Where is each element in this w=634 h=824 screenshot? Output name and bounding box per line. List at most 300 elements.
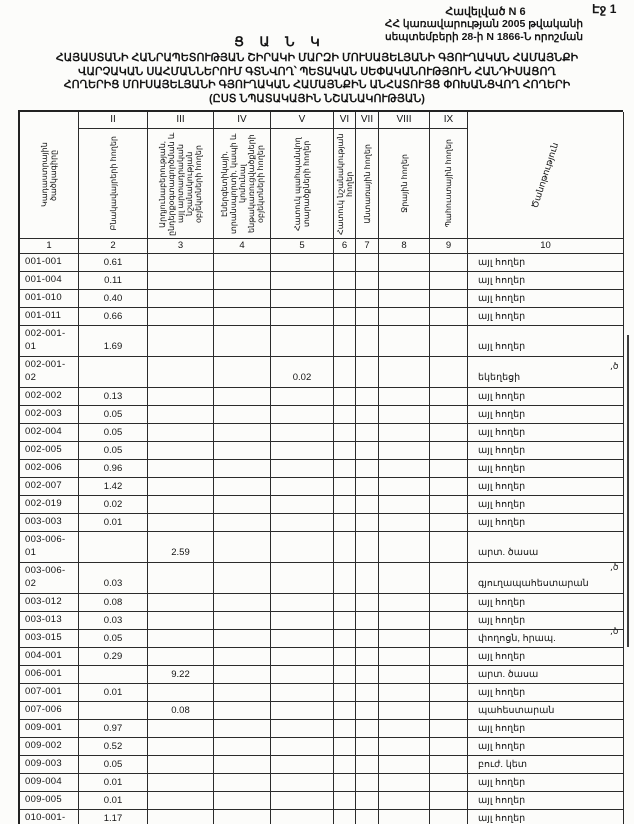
value-cell-col3 — [148, 326, 214, 357]
value-cell-col7 — [356, 702, 379, 720]
value-cell-col2: 0.29 — [79, 648, 148, 666]
handwritten-mark: ,ծ — [610, 627, 619, 637]
value-cell-col3 — [148, 756, 214, 774]
value-cell-col2: 0.05 — [79, 442, 148, 460]
note-cell: փողոցն, հրապ. — [468, 630, 624, 648]
value-cell-col5 — [271, 810, 334, 824]
value-cell-col2: 0.01 — [79, 792, 148, 810]
cadastral-code-cell: 004-001 — [20, 648, 79, 666]
document-title — [4, 52, 630, 106]
cadastral-code-cell: 003-006- 01 — [20, 532, 79, 563]
cadastral-code-cell: 002-003 — [20, 406, 79, 424]
note-cell: այլ հողեր — [468, 684, 624, 702]
header-label-wrap — [271, 129, 333, 238]
cadastral-code-cell: 009-001 — [20, 720, 79, 738]
column-number-4: 4 — [214, 239, 271, 254]
value-cell-col4 — [214, 702, 271, 720]
column-number-8: 8 — [379, 239, 430, 254]
note-cell: արտ. ծասա — [468, 532, 624, 563]
value-cell-col8 — [379, 326, 430, 357]
value-cell-col7 — [356, 563, 379, 594]
cadastral-code-cell: 002-001- 02 — [20, 357, 79, 388]
value-cell-col6 — [334, 563, 356, 594]
page-number-label: Էջ 1 — [592, 2, 617, 16]
value-cell-col8 — [379, 406, 430, 424]
value-cell-col7 — [356, 442, 379, 460]
list-heading: Ց Ա Ն Կ — [234, 34, 326, 49]
cadastral-code-cell: 009-005 — [20, 792, 79, 810]
column-header-10 — [468, 112, 624, 239]
column-number-9: 9 — [430, 239, 468, 254]
note-cell: այլ հողեր — [468, 792, 624, 810]
cadastral-code-cell: 002-002 — [20, 388, 79, 406]
value-cell-col7 — [356, 406, 379, 424]
cadastral-code-cell: 006-001 — [20, 666, 79, 684]
handwritten-mark: ,ծ — [610, 563, 619, 573]
value-cell-col4 — [214, 563, 271, 594]
value-cell-col9 — [430, 424, 468, 442]
cadastral-code-cell: 002-007 — [20, 478, 79, 496]
note-cell: այլ հողեր — [468, 290, 624, 308]
column-header-label: Անտառային հողեր — [362, 143, 372, 224]
value-cell-col4 — [214, 594, 271, 612]
value-cell-col2: 0.40 — [79, 290, 148, 308]
scan-edge-artifact — [627, 335, 629, 647]
value-cell-col8 — [379, 424, 430, 442]
code-wrap-line: 01 — [25, 547, 37, 558]
value-cell-col9 — [430, 290, 468, 308]
table-row — [20, 272, 623, 290]
value-cell-col3 — [148, 442, 214, 460]
value-cell-col6 — [334, 326, 356, 357]
value-cell-col5 — [271, 424, 334, 442]
value-cell-col2: 0.97 — [79, 720, 148, 738]
value-cell-col3 — [148, 357, 214, 388]
cadastral-code-cell: 009-003 — [20, 756, 79, 774]
value-cell-col6 — [334, 442, 356, 460]
note-cell: այլ հողեր — [468, 496, 624, 514]
handwritten-mark: ,ծ — [610, 362, 619, 372]
table-row — [20, 290, 623, 308]
cadastral-code-cell: 003-013 — [20, 612, 79, 630]
value-cell-col7 — [356, 666, 379, 684]
value-cell-col2: 0.11 — [79, 272, 148, 290]
table-row — [20, 326, 623, 357]
value-cell-col9 — [430, 563, 468, 594]
value-cell-col2: 0.08 — [79, 594, 148, 612]
value-cell-col6 — [334, 272, 356, 290]
table-body — [20, 254, 623, 824]
value-cell-col9 — [430, 810, 468, 824]
value-cell-col8 — [379, 648, 430, 666]
value-cell-col5 — [271, 326, 334, 357]
value-cell-col9 — [430, 496, 468, 514]
note-cell: այլ հողեր — [468, 388, 624, 406]
value-cell-col8 — [379, 532, 430, 563]
note-cell: այլ հողեր — [468, 326, 624, 357]
value-cell-col4 — [214, 738, 271, 756]
value-cell-col7 — [356, 254, 379, 272]
table-row — [20, 666, 623, 684]
decree-line-2: սեպտեմբերի 28-ի N 1866-Ն որոշման — [384, 30, 584, 43]
value-cell-col9 — [430, 406, 468, 424]
table-row — [20, 648, 623, 666]
value-cell-col5 — [271, 406, 334, 424]
value-cell-col9 — [430, 478, 468, 496]
note-cell: այլ հողեր — [468, 810, 624, 824]
value-cell-col3 — [148, 774, 214, 792]
value-cell-col5 — [271, 756, 334, 774]
roman-numeral-label: VI — [334, 112, 355, 129]
value-cell-col6 — [334, 388, 356, 406]
value-cell-col4 — [214, 290, 271, 308]
value-cell-col2: 1.42 — [79, 478, 148, 496]
value-cell-col3: 9.22 — [148, 666, 214, 684]
value-cell-col2 — [79, 702, 148, 720]
value-cell-col9 — [430, 684, 468, 702]
value-cell-col9 — [430, 357, 468, 388]
note-cell: այլ հողեր — [468, 406, 624, 424]
value-cell-col2: 0.05 — [79, 756, 148, 774]
value-cell-col4 — [214, 272, 271, 290]
column-header-8 — [379, 112, 430, 239]
value-cell-col3 — [148, 388, 214, 406]
value-cell-col6 — [334, 792, 356, 810]
table-header-row — [20, 112, 623, 239]
value-cell-col6 — [334, 720, 356, 738]
appendix-label: Հավելված N 6 — [445, 6, 526, 18]
value-cell-col3 — [148, 290, 214, 308]
value-cell-col8 — [379, 442, 430, 460]
table-row — [20, 254, 623, 272]
value-cell-col2: 0.96 — [79, 460, 148, 478]
column-header-label: Ջրային հողեր — [399, 154, 409, 213]
value-cell-col3 — [148, 272, 214, 290]
value-cell-col4 — [214, 666, 271, 684]
value-cell-col5 — [271, 272, 334, 290]
value-cell-col9 — [430, 532, 468, 563]
column-header-9 — [430, 112, 468, 239]
value-cell-col8 — [379, 792, 430, 810]
decree-line-1: ՀՀ կառավարության 2005 թվականի — [384, 18, 584, 30]
value-cell-col7 — [356, 720, 379, 738]
value-cell-col7 — [356, 792, 379, 810]
value-cell-col5 — [271, 532, 334, 563]
value-cell-col7 — [356, 648, 379, 666]
value-cell-col7 — [356, 460, 379, 478]
cadastral-code-cell: 002-005 — [20, 442, 79, 460]
value-cell-col4 — [214, 630, 271, 648]
note-cell: այլ հողեր — [468, 272, 624, 290]
value-cell-col5 — [271, 254, 334, 272]
cadastral-code-cell: 009-002 — [20, 738, 79, 756]
table-row — [20, 308, 623, 326]
value-cell-col5 — [271, 630, 334, 648]
value-cell-col3 — [148, 630, 214, 648]
note-cell: պահեստարան — [468, 702, 624, 720]
header-label-wrap — [356, 129, 378, 238]
value-cell-col8 — [379, 720, 430, 738]
column-header-3 — [148, 112, 214, 239]
value-cell-col2 — [79, 666, 148, 684]
column-header-5 — [271, 112, 334, 239]
note-cell: այլ հողեր — [468, 774, 624, 792]
value-cell-col4 — [214, 478, 271, 496]
column-header-label: Հատուկ պահպանվող տարածքների հողեր — [293, 136, 311, 231]
column-header-label: Հատուկ նշանակության հողեր — [335, 132, 354, 235]
table-row — [20, 442, 623, 460]
note-cell: այլ հողեր — [468, 424, 624, 442]
value-cell-col8 — [379, 308, 430, 326]
value-cell-col5 — [271, 594, 334, 612]
cadastral-code-cell: 003-003 — [20, 514, 79, 532]
note-cell: այլ հողեր — [468, 738, 624, 756]
column-header-label: Բնակավայրերի հողեր — [108, 136, 118, 231]
table-row — [20, 514, 623, 532]
value-cell-col8 — [379, 612, 430, 630]
value-cell-col6 — [334, 308, 356, 326]
value-cell-col8 — [379, 756, 430, 774]
value-cell-col5 — [271, 563, 334, 594]
table-row — [20, 496, 623, 514]
value-cell-col9 — [430, 272, 468, 290]
roman-numeral-label: VIII — [379, 112, 429, 129]
value-cell-col6 — [334, 630, 356, 648]
header-label-wrap — [430, 129, 467, 238]
land-transfer-table — [18, 110, 623, 824]
cadastral-code-cell: 001-004 — [20, 272, 79, 290]
value-cell-col2: 0.52 — [79, 738, 148, 756]
value-cell-col4 — [214, 254, 271, 272]
roman-numeral-label: VII — [356, 112, 378, 129]
value-cell-col2: 0.61 — [79, 254, 148, 272]
column-number-7: 7 — [356, 239, 379, 254]
value-cell-col4 — [214, 720, 271, 738]
value-cell-col7 — [356, 514, 379, 532]
note-cell: այլ հողեր — [468, 648, 624, 666]
value-cell-col9 — [430, 594, 468, 612]
value-cell-col5 — [271, 442, 334, 460]
value-cell-col4 — [214, 514, 271, 532]
value-cell-col4 — [214, 774, 271, 792]
note-cell: բուժ. կետ — [468, 756, 624, 774]
value-cell-col7 — [356, 388, 379, 406]
value-cell-col4 — [214, 442, 271, 460]
value-cell-col9 — [430, 308, 468, 326]
value-cell-col4 — [214, 424, 271, 442]
column-number-2: 2 — [79, 239, 148, 254]
column-numbers-row — [20, 239, 623, 254]
value-cell-col9 — [430, 666, 468, 684]
value-cell-col9 — [430, 254, 468, 272]
value-cell-col7 — [356, 478, 379, 496]
value-cell-col8 — [379, 810, 430, 824]
cadastral-code-cell: 007-001 — [20, 684, 79, 702]
cadastral-code-cell: 010-001- — [20, 810, 79, 824]
table-row — [20, 406, 623, 424]
value-cell-col5 — [271, 774, 334, 792]
table-row — [20, 810, 623, 824]
value-cell-col8 — [379, 460, 430, 478]
cadastral-code-cell: 003-015 — [20, 630, 79, 648]
value-cell-col4 — [214, 496, 271, 514]
value-cell-col8 — [379, 357, 430, 388]
value-cell-col8 — [379, 666, 430, 684]
value-cell-col4 — [214, 460, 271, 478]
roman-numeral-label: IV — [214, 112, 270, 129]
code-wrap-line: 02 — [25, 578, 37, 589]
value-cell-col9 — [430, 702, 468, 720]
value-cell-col3 — [148, 810, 214, 824]
value-cell-col5 — [271, 702, 334, 720]
value-cell-col5: 0.02 — [271, 357, 334, 388]
value-cell-col4 — [214, 532, 271, 563]
table-row — [20, 563, 623, 594]
value-cell-col3: 2.59 — [148, 532, 214, 563]
header-label-wrap — [214, 129, 270, 238]
column-number-1: 1 — [20, 239, 79, 254]
cadastral-code-cell: 001-011 — [20, 308, 79, 326]
value-cell-col2 — [79, 532, 148, 563]
roman-numeral-label: II — [79, 112, 147, 129]
value-cell-col3 — [148, 478, 214, 496]
value-cell-col3 — [148, 738, 214, 756]
column-header-label: Ծանոթություն — [529, 140, 561, 210]
value-cell-col8 — [379, 388, 430, 406]
value-cell-col9 — [430, 388, 468, 406]
table-row — [20, 594, 623, 612]
value-cell-col7 — [356, 594, 379, 612]
note-cell: այլ հողեր — [468, 308, 624, 326]
header-label-wrap — [20, 112, 78, 238]
value-cell-col5 — [271, 308, 334, 326]
value-cell-col2: 0.01 — [79, 514, 148, 532]
value-cell-col5 — [271, 792, 334, 810]
note-cell: գյուղապահեստարան — [468, 563, 624, 594]
header-label-wrap — [79, 129, 147, 238]
cadastral-code-cell: 003-006- 02 — [20, 563, 79, 594]
value-cell-col4 — [214, 684, 271, 702]
cadastral-code-cell: 002-006 — [20, 460, 79, 478]
value-cell-col6 — [334, 424, 356, 442]
value-cell-col6 — [334, 774, 356, 792]
value-cell-col8 — [379, 254, 430, 272]
value-cell-col9 — [430, 720, 468, 738]
value-cell-col2: 0.66 — [79, 308, 148, 326]
value-cell-col4 — [214, 406, 271, 424]
value-cell-col6 — [334, 594, 356, 612]
title-line-1: ՀԱՅԱՍՏԱՆԻ ՀԱՆՐԱՊԵՏՈՒԹՅԱՆ ՇԻՐԱԿԻ ՄԱՐԶԻ ՄՈՒՍԱՅԵԼՅԱՆԻ ԳՅՈՒՂԱԿԱՆ ՀԱՄԱՅՆՔԻ — [55, 52, 579, 64]
cadastral-code-cell: 002-004 — [20, 424, 79, 442]
value-cell-col3 — [148, 720, 214, 738]
value-cell-col4 — [214, 810, 271, 824]
table-row — [20, 756, 623, 774]
code-wrap-line: 02 — [25, 372, 37, 383]
value-cell-col5 — [271, 720, 334, 738]
value-cell-col4 — [214, 326, 271, 357]
table-row — [20, 792, 623, 810]
column-number-5: 5 — [271, 239, 334, 254]
title-line-2: ՎԱՐՉԱԿԱՆ ՍԱՀՄԱՆՆԵՐՈՒՄ ԳՏՆՎՈՂ՝ ՊԵՏԱԿԱՆ ՍԵՓԱԿԱՆՈՒԹՅՈՒՆ ՀԱՆԴԻՍԱՑՈՂ — [78, 65, 556, 78]
cadastral-code-cell: 001-010 — [20, 290, 79, 308]
value-cell-col7 — [356, 630, 379, 648]
value-cell-col2 — [79, 357, 148, 388]
value-cell-col8 — [379, 702, 430, 720]
value-cell-col3 — [148, 684, 214, 702]
value-cell-col5 — [271, 388, 334, 406]
value-cell-col5 — [271, 496, 334, 514]
column-header-label: Պահուստային հողեր — [444, 139, 453, 228]
column-header-6 — [334, 112, 356, 239]
table-row — [20, 702, 623, 720]
value-cell-col3 — [148, 308, 214, 326]
value-cell-col9 — [430, 792, 468, 810]
table-row — [20, 357, 623, 388]
value-cell-col4 — [214, 357, 271, 388]
header-label-wrap — [334, 129, 355, 238]
value-cell-col6 — [334, 478, 356, 496]
value-cell-col8 — [379, 478, 430, 496]
value-cell-col6 — [334, 290, 356, 308]
value-cell-col3 — [148, 254, 214, 272]
value-cell-col6 — [334, 357, 356, 388]
value-cell-col6 — [334, 702, 356, 720]
value-cell-col5 — [271, 738, 334, 756]
value-cell-col8 — [379, 563, 430, 594]
column-header-4 — [214, 112, 271, 239]
table-row — [20, 532, 623, 563]
value-cell-col5 — [271, 290, 334, 308]
value-cell-col6 — [334, 460, 356, 478]
column-header-label: Արդյունաբերության, ընդերքօգտագործման և այլ արտադրական նշանակության օբյեկտների հողեր — [158, 131, 203, 236]
table-row — [20, 720, 623, 738]
value-cell-col8 — [379, 630, 430, 648]
value-cell-col3 — [148, 424, 214, 442]
value-cell-col4 — [214, 648, 271, 666]
value-cell-col2: 0.01 — [79, 774, 148, 792]
header-label-wrap — [379, 129, 429, 238]
value-cell-col7 — [356, 684, 379, 702]
column-header-label: Կադաստրային ծածկագիրը — [40, 142, 58, 208]
note-cell: այլ հողեր — [468, 612, 624, 630]
code-wrap-line: 01 — [25, 341, 37, 352]
value-cell-col6 — [334, 810, 356, 824]
header-label-wrap — [468, 112, 623, 238]
cadastral-code-cell: 002-019 — [20, 496, 79, 514]
value-cell-col2: 0.05 — [79, 406, 148, 424]
value-cell-col5 — [271, 648, 334, 666]
note-cell: այլ հողեր — [468, 720, 624, 738]
value-cell-col6 — [334, 756, 356, 774]
column-header-label: Էներգետիկայի, տրանսպորտի, կապի և կոմունալ ենթակառուցվածքների օբյեկտների հողեր — [219, 133, 265, 234]
value-cell-col6 — [334, 406, 356, 424]
value-cell-col2: 1.69 — [79, 326, 148, 357]
value-cell-col7 — [356, 810, 379, 824]
value-cell-col8 — [379, 514, 430, 532]
table-row — [20, 684, 623, 702]
value-cell-col5 — [271, 612, 334, 630]
value-cell-col2: 0.03 — [79, 612, 148, 630]
value-cell-col2: 0.13 — [79, 388, 148, 406]
value-cell-col8 — [379, 272, 430, 290]
table-row — [20, 424, 623, 442]
value-cell-col8 — [379, 774, 430, 792]
value-cell-col4 — [214, 792, 271, 810]
value-cell-col9 — [430, 648, 468, 666]
column-header-1 — [20, 112, 79, 239]
value-cell-col7 — [356, 424, 379, 442]
value-cell-col6 — [334, 514, 356, 532]
